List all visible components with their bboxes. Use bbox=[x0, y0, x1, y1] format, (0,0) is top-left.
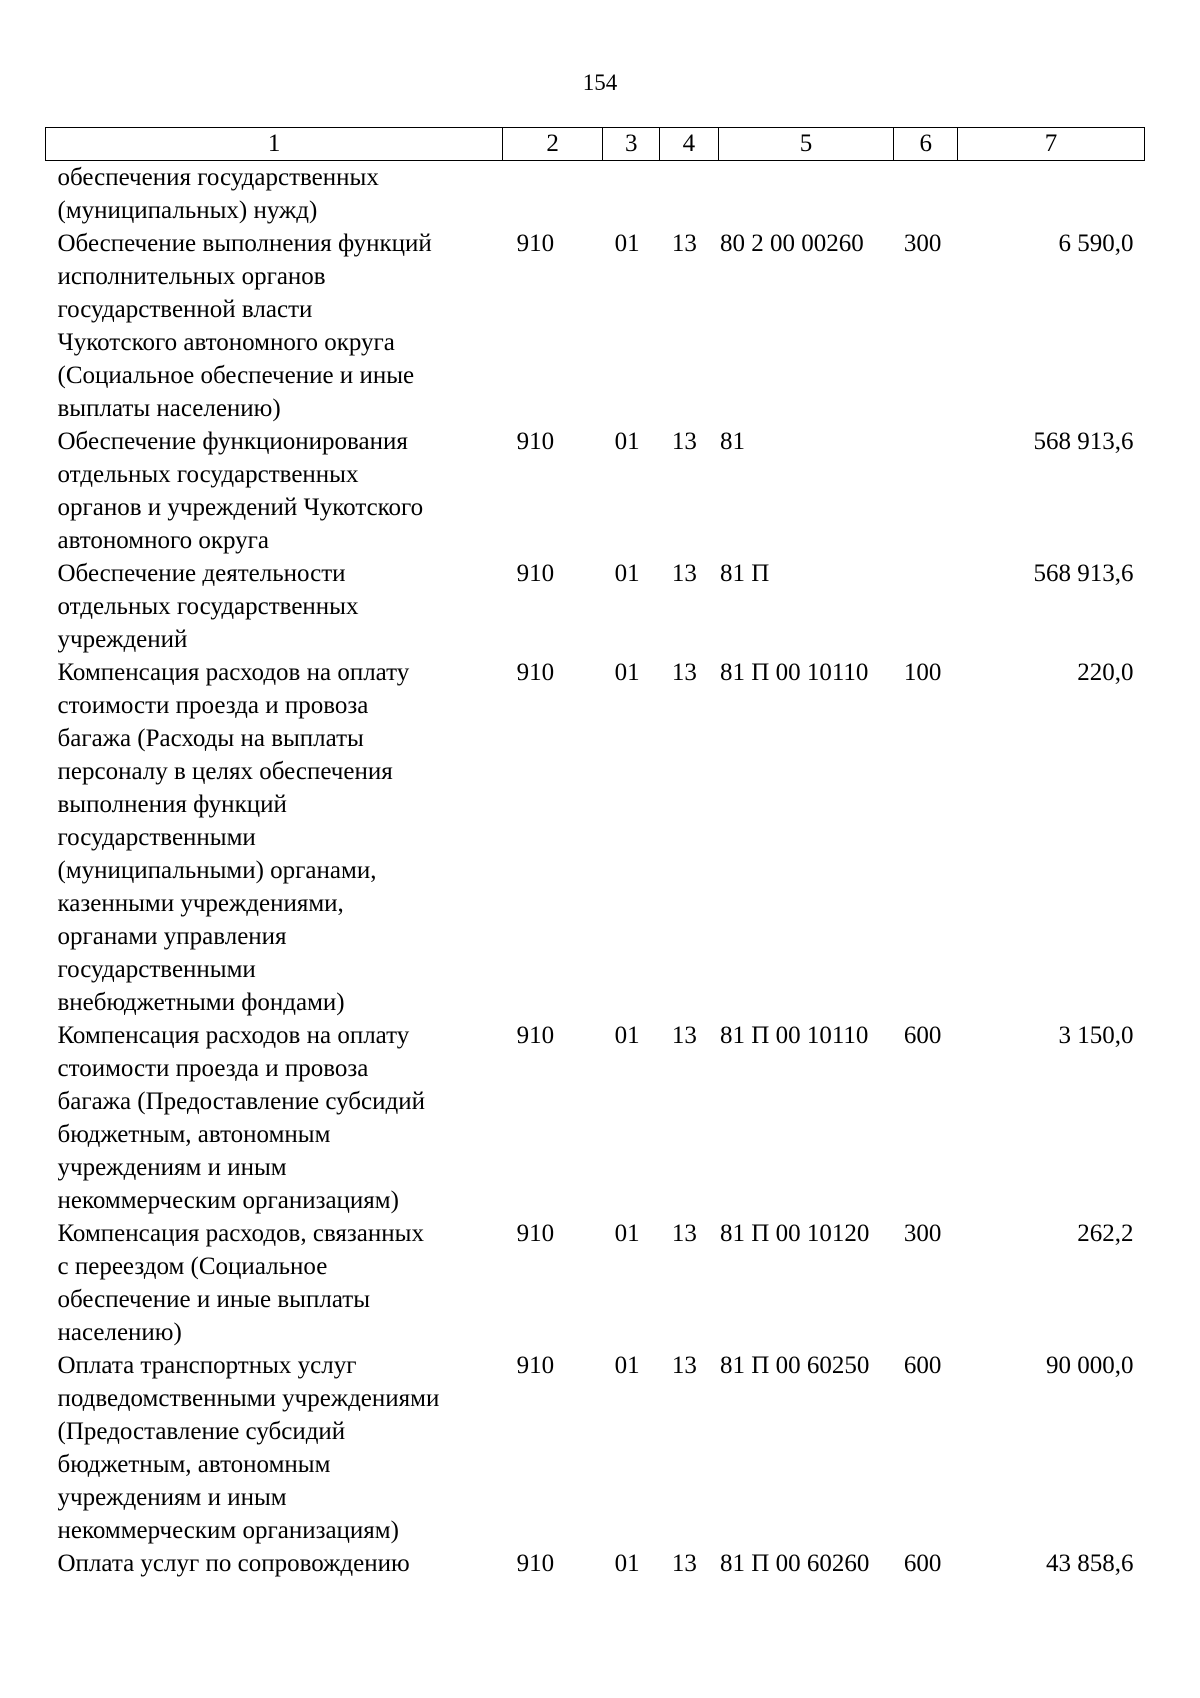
budget-code-cell: 910 bbox=[516, 428, 555, 455]
header-row bbox=[46, 128, 1145, 161]
table-row bbox=[46, 1547, 1145, 1580]
budget-code-cell: 910 bbox=[516, 1550, 555, 1577]
item-name-cell bbox=[46, 1217, 503, 1349]
item-name-line: государственными bbox=[57, 956, 256, 983]
subsection-cell: 13 bbox=[671, 230, 697, 257]
item-name-line: исполнительных органов bbox=[57, 263, 326, 290]
item-name-cell bbox=[46, 1349, 503, 1547]
header-col-7: 7 bbox=[958, 128, 1145, 161]
item-name-line: (Предоставление субсидий bbox=[57, 1418, 346, 1445]
amount-cell bbox=[958, 161, 1145, 228]
item-name-line: Чукотского автономного округа bbox=[57, 329, 395, 356]
item-name-line: органов и учреждений Чукотского bbox=[57, 494, 424, 521]
item-name-line: (Социальное обеспечение и иные bbox=[57, 362, 415, 389]
amount-cell: 90 000,0 bbox=[1046, 1352, 1134, 1379]
budget-code-cell: 910 bbox=[516, 560, 555, 587]
amount-cell: 568 913,6 bbox=[1033, 428, 1134, 455]
item-name-line: Обеспечение функционирования bbox=[57, 428, 408, 455]
section-cell: 01 bbox=[614, 1022, 640, 1049]
item-name-cell bbox=[46, 656, 503, 1019]
expense-type-cell bbox=[894, 161, 958, 228]
target-article-cell: 81 bbox=[720, 428, 746, 455]
section-cell: 01 bbox=[614, 230, 640, 257]
budget-code-cell: 910 bbox=[516, 659, 555, 686]
item-name-line: казенными учреждениями, bbox=[57, 890, 344, 917]
header-col-1: 1 bbox=[46, 128, 503, 161]
item-name-line: Оплата транспортных услуг bbox=[57, 1352, 357, 1379]
expense-type-cell: 300 bbox=[903, 230, 942, 257]
item-name-line: персоналу в целях обеспечения bbox=[57, 758, 393, 785]
item-name-line: государственной власти bbox=[57, 296, 313, 323]
item-name-line: бюджетным, автономным bbox=[57, 1121, 331, 1148]
section-cell: 01 bbox=[614, 659, 640, 686]
target-article-cell: 80 2 00 00260 bbox=[720, 230, 864, 257]
item-name-line: органами управления bbox=[57, 923, 287, 950]
item-name-line: багажа (Предоставление субсидий bbox=[57, 1088, 425, 1115]
item-name-cell bbox=[46, 425, 503, 557]
item-name-line: обеспечение и иные выплаты bbox=[57, 1286, 370, 1313]
item-name-cell bbox=[46, 1019, 503, 1217]
item-name-line: учреждениям и иным bbox=[57, 1154, 287, 1181]
amount-cell: 6 590,0 bbox=[1058, 230, 1134, 257]
item-name-cell bbox=[46, 227, 503, 425]
item-name-line: автономного округа bbox=[57, 527, 270, 554]
subsection-cell: 13 bbox=[671, 659, 697, 686]
item-name-line: стоимости проезда и провоза bbox=[57, 692, 369, 719]
amount-cell: 568 913,6 bbox=[1033, 560, 1134, 587]
expense-type-cell bbox=[894, 557, 958, 656]
budget-code-cell: 910 bbox=[516, 1220, 555, 1247]
budget-code-cell bbox=[503, 161, 603, 228]
item-name-line: обеспечения государственных bbox=[57, 164, 379, 191]
target-article-cell bbox=[718, 161, 894, 228]
expense-type-cell: 300 bbox=[903, 1220, 942, 1247]
table-row bbox=[46, 1349, 1145, 1547]
header-col-6: 6 bbox=[894, 128, 958, 161]
item-name-line: Обеспечение деятельности bbox=[57, 560, 346, 587]
item-name-line: учреждений bbox=[57, 626, 188, 653]
expense-type-cell: 600 bbox=[903, 1550, 942, 1577]
item-name-line: подведомственными учреждениями bbox=[57, 1385, 440, 1412]
table-row bbox=[46, 1217, 1145, 1349]
amount-cell: 262,2 bbox=[1077, 1220, 1134, 1247]
table-row bbox=[46, 557, 1145, 656]
budget-table bbox=[45, 127, 1145, 1580]
section-cell: 01 bbox=[614, 560, 640, 587]
header-col-4: 4 bbox=[660, 128, 718, 161]
section-cell: 01 bbox=[614, 1550, 640, 1577]
item-name-line: Компенсация расходов на оплату bbox=[57, 1022, 410, 1049]
item-name-line: Компенсация расходов, связанных bbox=[57, 1220, 424, 1247]
item-name-line: бюджетным, автономным bbox=[57, 1451, 331, 1478]
budget-code-cell: 910 bbox=[516, 1022, 555, 1049]
table-header bbox=[46, 128, 1145, 161]
item-name-line: отдельных государственных bbox=[57, 593, 359, 620]
target-article-cell: 81 П 00 60250 bbox=[720, 1352, 870, 1379]
item-name-line: внебюджетными фондами) bbox=[57, 989, 345, 1016]
item-name-line: выплаты населению) bbox=[57, 395, 281, 422]
section-cell: 01 bbox=[614, 1220, 640, 1247]
subsection-cell: 13 bbox=[671, 1352, 697, 1379]
item-name-cell bbox=[46, 1547, 503, 1580]
item-name-line: Компенсация расходов на оплату bbox=[57, 659, 410, 686]
item-name-cell bbox=[46, 557, 503, 656]
table-row bbox=[46, 656, 1145, 1019]
item-name-line: некоммерческим организациям) bbox=[57, 1187, 399, 1214]
item-name-line: населению) bbox=[57, 1319, 182, 1346]
header-col-3: 3 bbox=[603, 128, 660, 161]
target-article-cell: 81 П 00 10110 bbox=[720, 1022, 869, 1049]
amount-cell: 3 150,0 bbox=[1058, 1022, 1134, 1049]
section-cell: 01 bbox=[614, 428, 640, 455]
amount-cell: 220,0 bbox=[1077, 659, 1134, 686]
item-name-line: некоммерческим организациям) bbox=[57, 1517, 399, 1544]
item-name-line: стоимости проезда и провоза bbox=[57, 1055, 369, 1082]
target-article-cell: 81 П bbox=[720, 560, 770, 587]
subsection-cell: 13 bbox=[671, 1550, 697, 1577]
budget-code-cell: 910 bbox=[516, 1352, 555, 1379]
subsection-cell bbox=[660, 161, 718, 228]
target-article-cell: 81 П 00 60260 bbox=[720, 1550, 870, 1577]
item-name-line: учреждениям и иным bbox=[57, 1484, 287, 1511]
item-name-line: выполнения функций bbox=[57, 791, 287, 818]
budget-code-cell: 910 bbox=[516, 230, 555, 257]
item-name-line: Обеспечение выполнения функций bbox=[57, 230, 432, 257]
table-row bbox=[46, 227, 1145, 425]
expense-type-cell: 100 bbox=[903, 659, 942, 686]
subsection-cell: 13 bbox=[671, 1220, 697, 1247]
target-article-cell: 81 П 00 10110 bbox=[720, 659, 869, 686]
item-name-line: государственными bbox=[57, 824, 256, 851]
target-article-cell: 81 П 00 10120 bbox=[720, 1220, 870, 1247]
item-name-line: багажа (Расходы на выплаты bbox=[57, 725, 364, 752]
item-name-cell bbox=[46, 161, 503, 228]
item-name-line: (муниципальных) нужд) bbox=[57, 197, 318, 224]
table-row bbox=[46, 161, 1145, 228]
header-col-5: 5 bbox=[718, 128, 894, 161]
page-number: 154 bbox=[582, 70, 618, 95]
item-name-line: Оплата услуг по сопровождению bbox=[57, 1550, 410, 1577]
expense-type-cell bbox=[894, 425, 958, 557]
item-name-line: отдельных государственных bbox=[57, 461, 359, 488]
subsection-cell: 13 bbox=[671, 1022, 697, 1049]
expense-type-cell: 600 bbox=[903, 1022, 942, 1049]
item-name-line: (муниципальными) органами, bbox=[57, 857, 377, 884]
expense-type-cell: 600 bbox=[903, 1352, 942, 1379]
amount-cell: 43 858,6 bbox=[1046, 1550, 1134, 1577]
table-row bbox=[46, 1019, 1145, 1217]
table-body bbox=[46, 161, 1145, 1581]
header-col-2: 2 bbox=[503, 128, 603, 161]
item-name-line: с переездом (Социальное bbox=[57, 1253, 328, 1280]
subsection-cell: 13 bbox=[671, 560, 697, 587]
section-cell bbox=[603, 161, 660, 228]
section-cell: 01 bbox=[614, 1352, 640, 1379]
table-row bbox=[46, 425, 1145, 557]
subsection-cell: 13 bbox=[671, 428, 697, 455]
